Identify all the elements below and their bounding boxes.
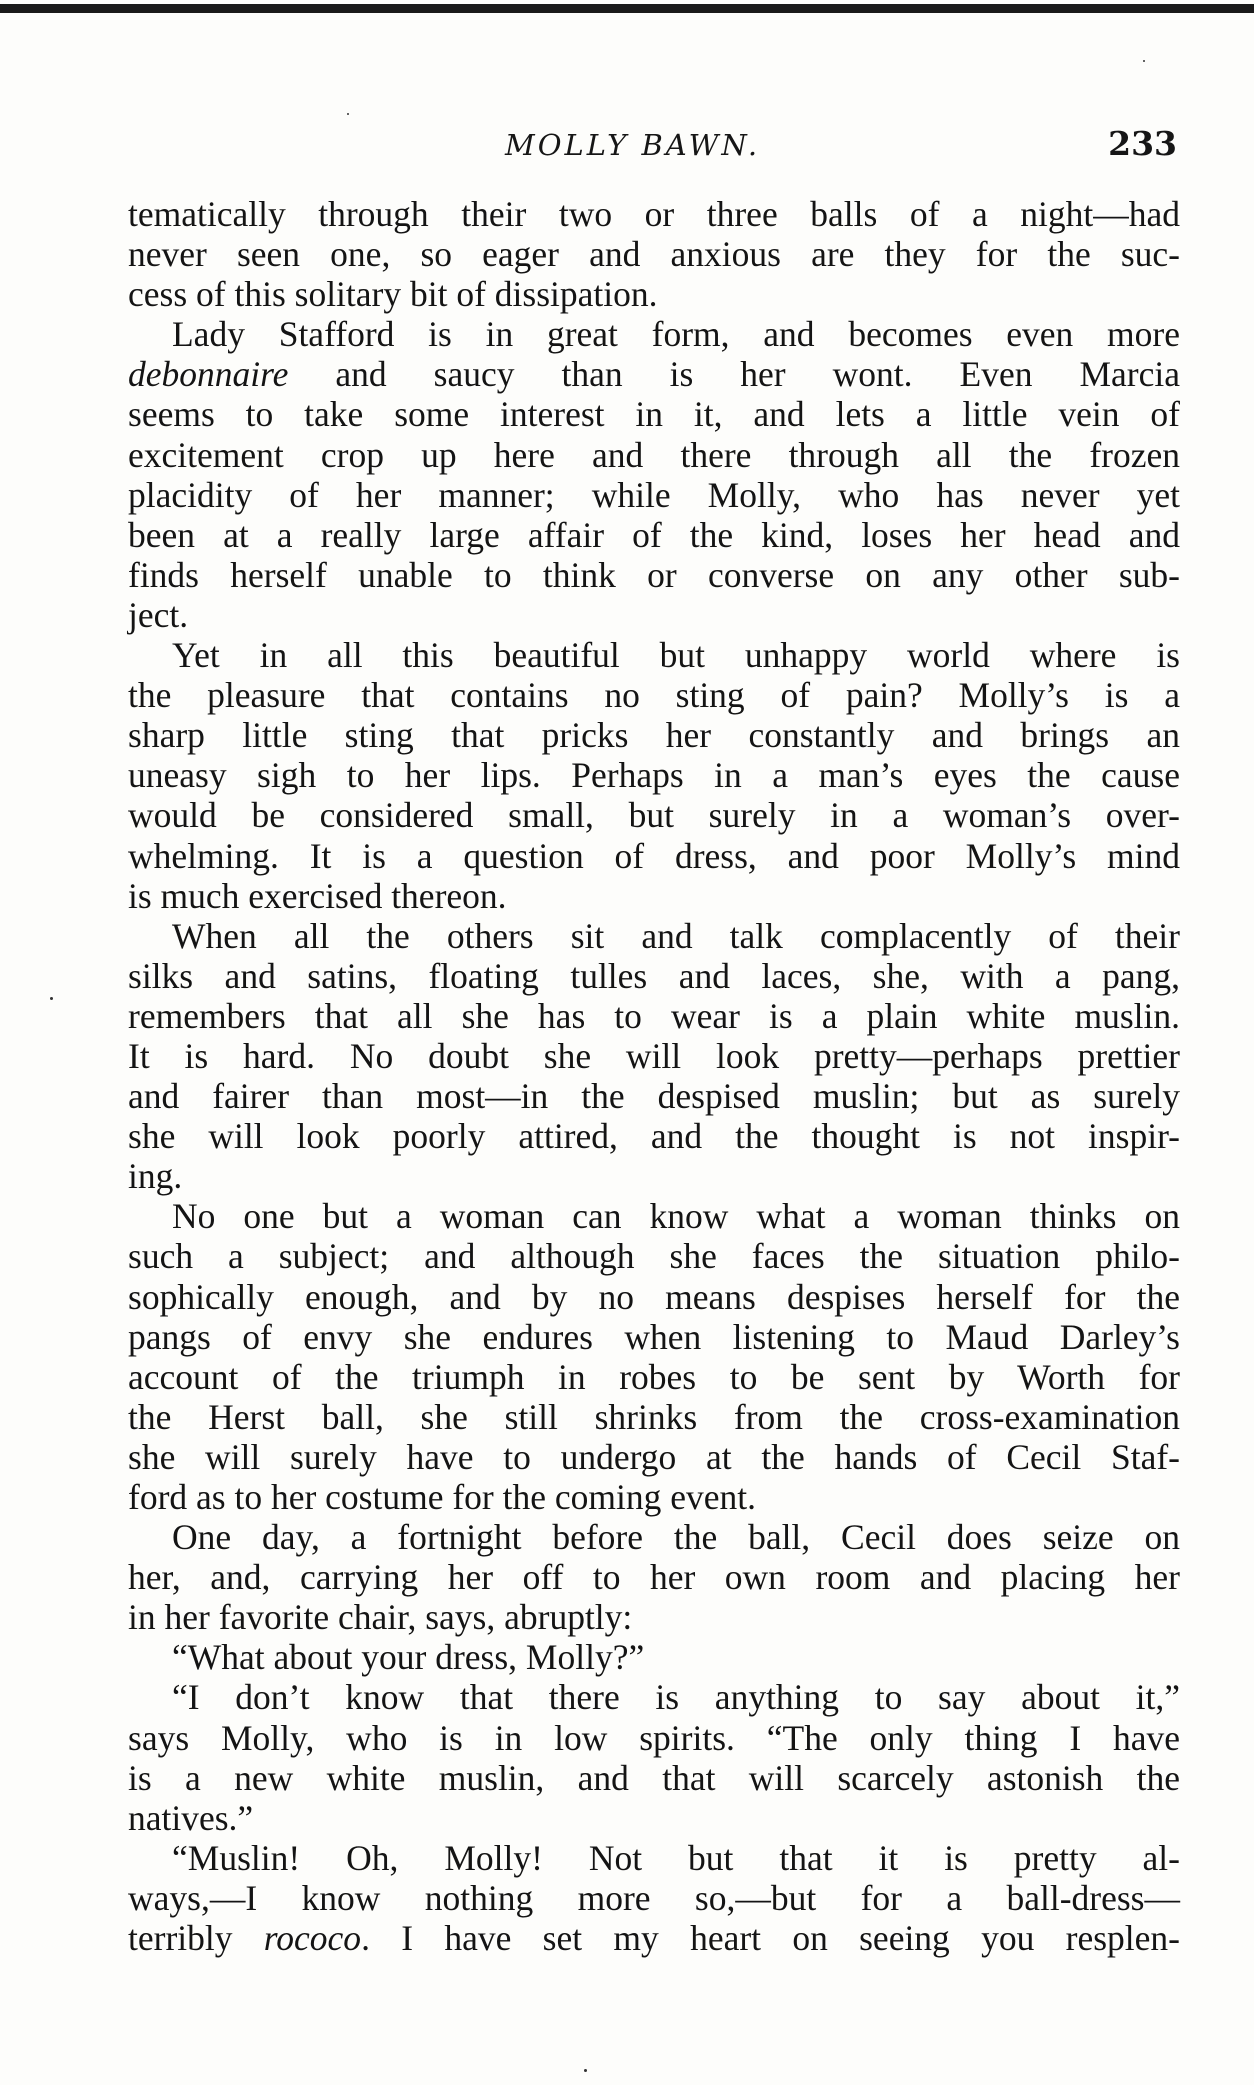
running-title: MOLLY BAWN. [505,128,761,162]
text-line: she will surely have to undergo at the hands of Cecil Staf- [128,1436,1180,1477]
text-line: is a new white muslin, and that will scarcely astonish the [128,1757,1180,1798]
text-line: never seen one, so eager and anxious are they for the suc- [128,234,1180,275]
running-head [0,122,1254,172]
print-speck [1143,60,1145,62]
text-line: the Herst ball, she still shrinks from the cross-examination [128,1396,1180,1437]
text-line: ways,—I know nothing more so,—but for a ball-dress— [128,1877,1180,1918]
text-line: and fairer than most—in the despised muslin; but as surely [128,1076,1180,1117]
text-line: cess of this solitary bit of dissipation. [128,274,658,315]
text-line: in her favorite chair, says, abruptly: [128,1597,633,1638]
text-line: One day, a fortnight before the ball, Cecil does seize on [172,1517,1180,1558]
text-line: ing. [128,1156,183,1197]
text-line: would be considered small, but surely in a woman’s over- [128,795,1180,836]
text-line: “What about your dress, Molly?” [172,1637,645,1678]
text-line: excitement crop up here and there through all the frozen [128,434,1180,475]
text-line: been at a really large affair of the kind, loses her head and [128,514,1180,555]
print-speck [50,997,53,1000]
text-line: says Molly, who is in low spirits. “The only thing I have [128,1717,1180,1758]
text-line: When all the others sit and talk complacently of their [172,915,1180,956]
text-line: remembers that all she has to wear is a plain white muslin. [128,995,1180,1036]
text-line: ford as to her costume for the coming event. [128,1477,756,1517]
print-speck [347,113,349,115]
text-line: whelming. It is a question of dress, and poor Molly’s mind [128,835,1180,876]
body-text [128,194,1180,1958]
text-line: is much exercised thereon. [128,875,507,916]
text-line: pangs of envy she endures when listening to Maud Darley’s [128,1316,1180,1357]
text-line: No one but a woman can know what a woman thinks on [172,1196,1180,1237]
text-line: terribly rococo. I have set my heart on seeing you resplen- [128,1918,1180,1959]
text-line: sharp little sting that pricks her constantly and brings an [128,715,1180,756]
text-line: the pleasure that contains no sting of pain? Molly’s is a [128,675,1180,716]
text-line: “I don’t know that there is anything to say about it,” [172,1677,1180,1718]
text-line: silks and satins, floating tulles and laces, she, with a pang, [128,955,1180,996]
italic-word: rococo [263,1918,362,1959]
italic-word: debonnaire [128,354,289,395]
text-line: such a subject; and although she faces the situation philo- [128,1236,1180,1277]
text-line: uneasy sigh to her lips. Perhaps in a man’s eyes the cause [128,755,1180,796]
top-border-rule [0,4,1254,13]
text-line: seems to take some interest in it, and lets a little vein of [128,394,1180,435]
text-line: natives.” [128,1797,254,1838]
text-line: Yet in all this beautiful but unhappy world where is [172,635,1180,676]
text-line: she will look poorly attired, and the thought is not inspir- [128,1116,1180,1157]
text-line: finds herself unable to think or converse on any other sub- [128,554,1180,595]
text-line: account of the triumph in robes to be sent by Worth for [128,1356,1180,1397]
print-speck [584,2069,587,2072]
text-line: tematically through their two or three balls of a night—had [128,194,1180,234]
text-line: debonnaire and saucy than is her wont. Even Marcia [128,354,1180,395]
text-line: “Muslin! Oh, Molly! Not but that it is pretty al- [172,1837,1180,1878]
text-line: It is hard. No doubt she will look pretty—perhaps prettier [128,1035,1180,1076]
text-line: ject. [128,594,189,635]
text-line: sophically enough, and by no means despises herself for the [128,1276,1180,1317]
text-line: Lady Stafford is in great form, and becomes even more [172,314,1180,355]
text-line: placidity of her manner; while Molly, who has never yet [128,474,1180,515]
text-line: her, and, carrying her off to her own room and placing her [128,1557,1180,1598]
page-number: 233 [1108,124,1177,163]
